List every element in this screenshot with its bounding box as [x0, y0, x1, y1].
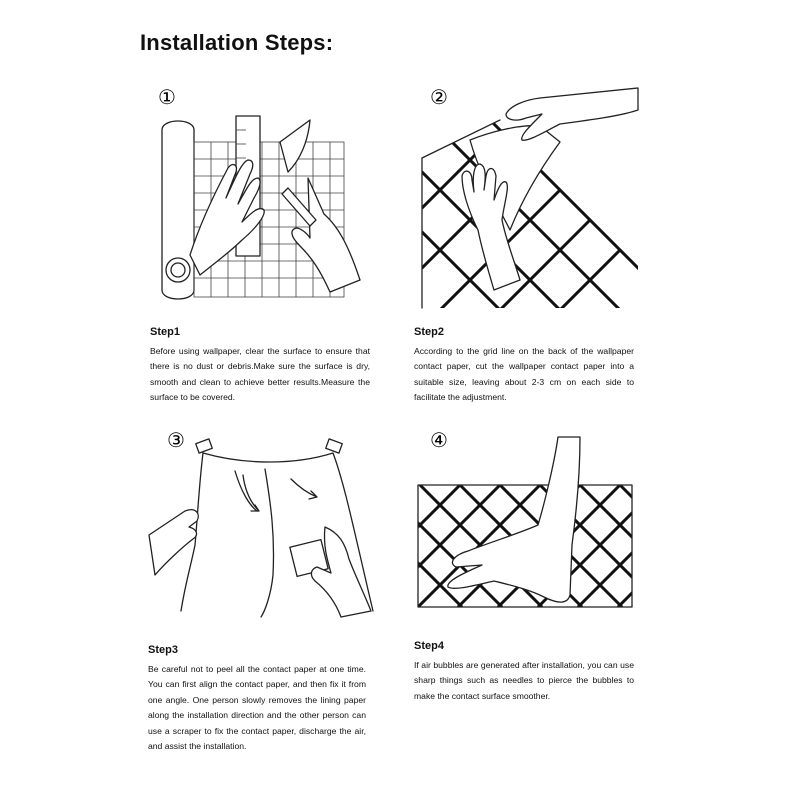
- step3-title: Step3: [148, 644, 178, 656]
- step4-number: ④: [430, 428, 448, 452]
- step3-text: Be careful not to peel all the contact paper at one time. You can first align the contact paper, and then fix it from one angle. One person slowly removes the lining paper along the installation direction and the other person can use a scraper to fix the contact paper, discharge the air, and assist the installation.: [148, 664, 366, 752]
- step4-text: If air bubbles are generated after installation, you can use sharp things such as needles to pierce the bubbles to make the contact surface smoother.: [414, 660, 634, 701]
- page-title: Installation Steps:: [140, 30, 334, 55]
- step3-number: ③: [167, 428, 185, 452]
- step1-illustration: [150, 80, 380, 310]
- step1-title: Step1: [150, 326, 180, 338]
- step2-text: According to the grid line on the back of the wallpaper contact paper, cut the wallpaper contact paper into a suitable size, leaving about 2-3 cm on each side to facilitate the adjustment.: [414, 346, 634, 403]
- step2-illustration: [410, 80, 645, 310]
- step4-title: Step4: [414, 640, 444, 652]
- step1-text: Before using wallpaper, clear the surface to ensure that there is no dust or debris.Make sure the surface is dry, smooth and clean to achieve better results.Measure the surface to be covered.: [150, 346, 370, 403]
- step2-title: Step2: [414, 326, 444, 338]
- step3-illustration: [145, 425, 385, 625]
- step2-number: ②: [430, 85, 448, 109]
- step1-number: ①: [158, 85, 176, 109]
- step4-illustration: [410, 425, 645, 625]
